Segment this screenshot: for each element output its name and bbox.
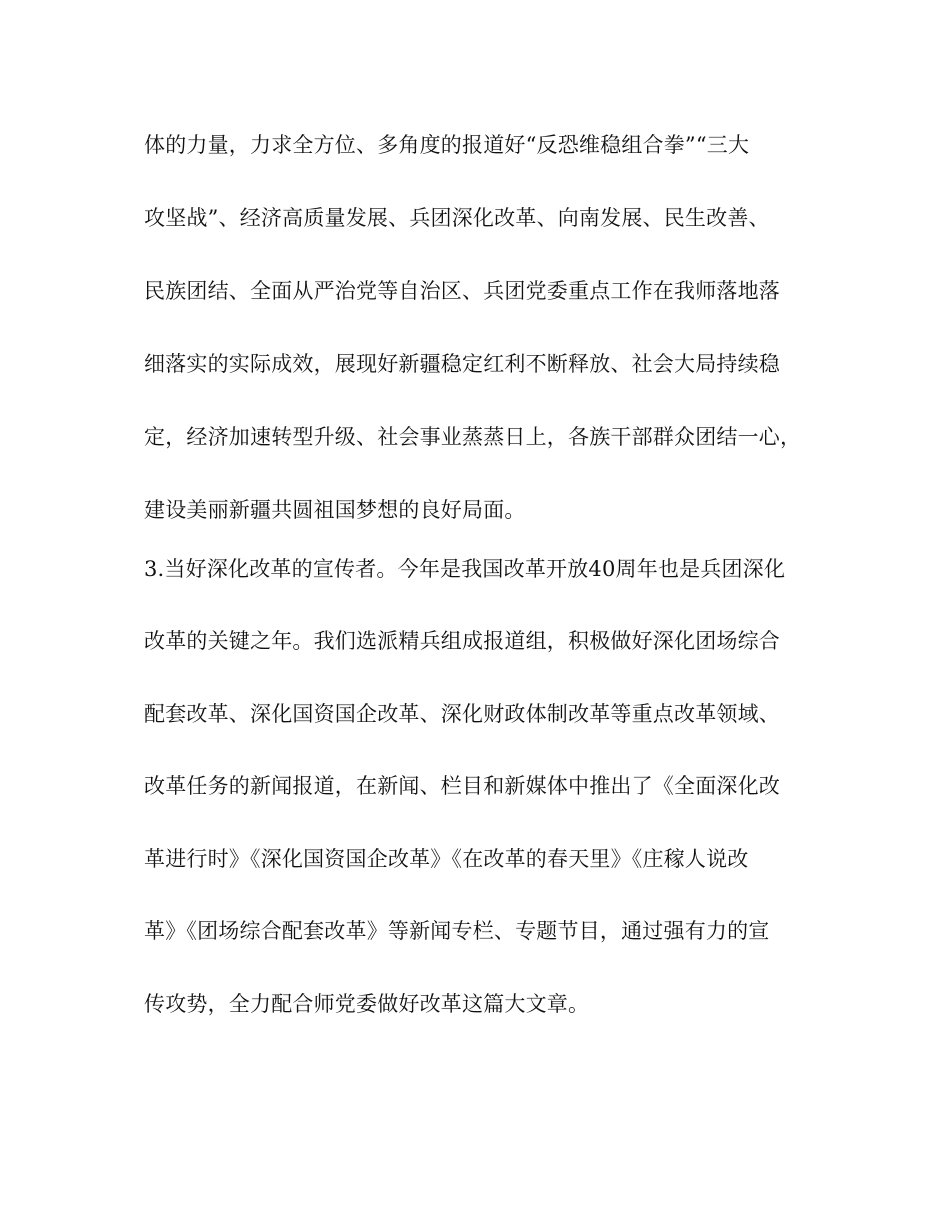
text-line: 定，经济加速转型升级、社会事业蒸蒸日上，各族干部群众团结一心， [144,425,802,449]
text-line: 细落实的实际成效，展现好新疆稳定红利不断释放、社会大局持续稳 [144,352,780,376]
text-line: 传攻势，全力配合师党委做好改革这篇大文章。 [144,992,590,1016]
text-line: 改革的关键之年。我们选派精兵组成报道组，积极做好深化团场综合 [144,629,780,653]
text-line: 改革任务的新闻报道，在新闻、栏目和新媒体中推出了《全面深化改 [144,774,780,798]
text-line: 体的力量，力求全方位、多角度的报道好“反恐维稳组合拳”“三大 [144,133,750,157]
text-line: 配套改革、深化国资国企改革、深化财政体制改革等重点改革领域、 [144,702,780,726]
text-line: 革进行时》《深化国资国企改革》《在改革的春天里》《庄稼人说改 [144,847,749,871]
section-heading-line: 3.当好深化改革的宣传者。今年是我国改革开放40周年也是兵团深化 [144,557,786,581]
text-line: 攻坚战”、经济高质量发展、兵团深化改革、向南发展、民生改善、 [144,206,770,230]
text-line: 建设美丽新疆共圆祖国梦想的良好局面。 [144,498,526,522]
text-line: 革》《团场综合配套改革》等新闻专栏、专题节目，通过强有力的宣 [144,919,770,943]
text-line: 民族团结、全面从严治党等自治区、兵团党委重点工作在我师落地落 [144,279,780,303]
